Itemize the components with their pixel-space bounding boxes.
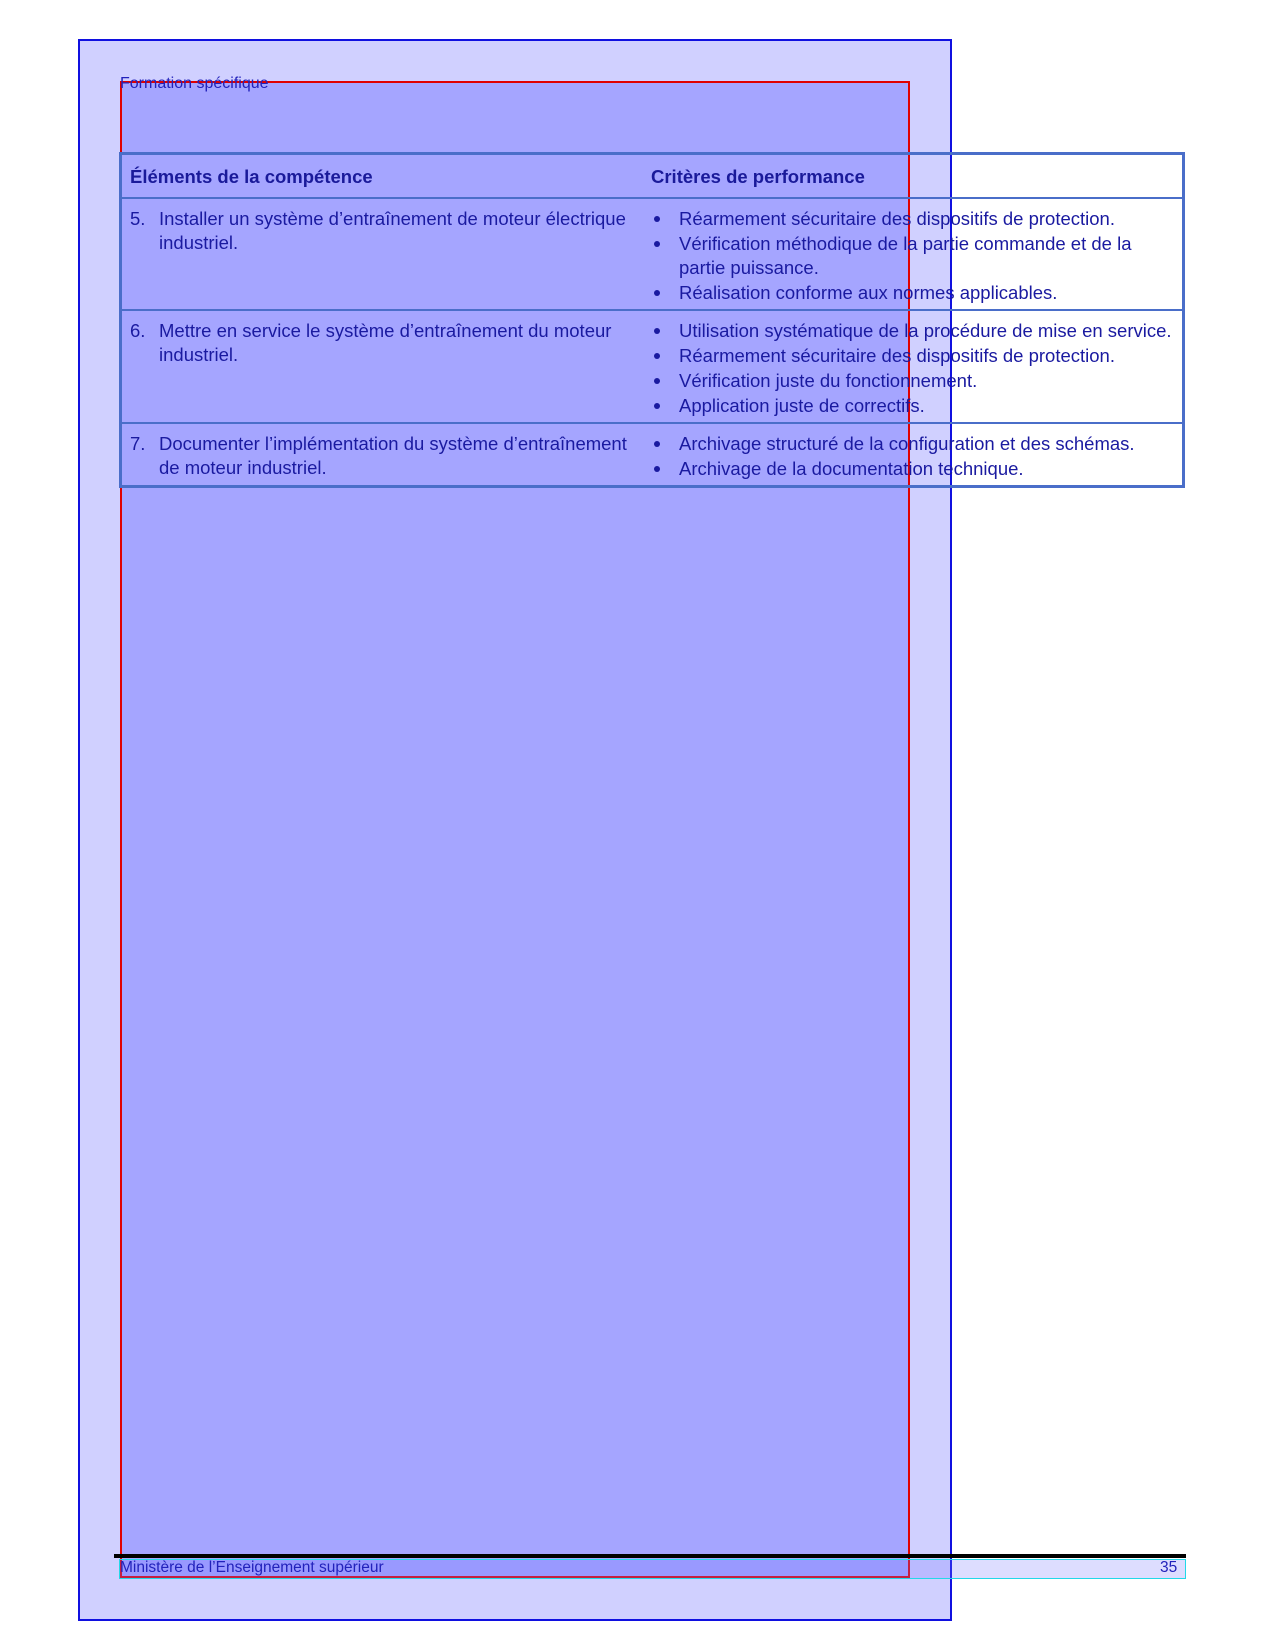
list-item — [651, 344, 1174, 368]
criteria-cell — [643, 198, 1184, 310]
criterion-text: Archivage structuré de la configuration et des schémas. — [679, 433, 1135, 454]
criterion-text: Archivage de la documentation technique. — [679, 458, 1024, 479]
element-text: Installer un système d’entraînement de moteur électrique industriel. — [159, 208, 626, 253]
criterion-text: Réarmement sécuritaire des dispositifs de protection. — [679, 345, 1115, 366]
footer-ministry: Ministère de l’Enseignement supérieur — [120, 1559, 384, 1576]
element-text: Mettre en service le système d’entraînement du moteur industriel. — [159, 320, 612, 365]
competence-table — [119, 152, 1185, 488]
column-header-criteria: Critères de performance — [643, 154, 1184, 199]
bullet-icon — [651, 319, 679, 343]
list-item — [651, 457, 1174, 481]
criterion-text: Réalisation conforme aux normes applicables. — [679, 282, 1058, 303]
table-row — [121, 198, 1184, 310]
bullet-icon — [651, 207, 679, 231]
table-header-row — [121, 154, 1184, 199]
criterion-text: Vérification juste du fonctionnement. — [679, 370, 978, 391]
column-header-elements: Éléments de la compétence — [121, 154, 644, 199]
element-text: Documenter l’implémentation du système d’entraînement de moteur industriel. — [159, 433, 627, 478]
list-item — [651, 319, 1174, 343]
criterion-text: Vérification méthodique de la partie commande et de la partie puissance. — [679, 233, 1132, 278]
list-item — [651, 394, 1174, 418]
list-item — [651, 207, 1174, 231]
list-item — [651, 281, 1174, 305]
criteria-list — [651, 319, 1174, 418]
element-cell — [121, 423, 644, 487]
bullet-icon — [651, 232, 679, 280]
page-number: 35 — [1160, 1559, 1178, 1576]
criteria-list — [651, 432, 1174, 481]
table-row — [121, 423, 1184, 487]
list-item — [651, 232, 1174, 280]
bullet-icon — [651, 394, 679, 418]
bullet-icon — [651, 457, 679, 481]
list-item — [651, 432, 1174, 456]
element-number: 7. — [130, 433, 146, 454]
element-number: 5. — [130, 208, 146, 229]
criterion-text: Réarmement sécuritaire des dispositifs de protection. — [679, 208, 1115, 229]
bullet-icon — [651, 281, 679, 305]
bullet-icon — [651, 369, 679, 393]
table-row — [121, 310, 1184, 423]
element-number: 6. — [130, 320, 146, 341]
criteria-cell — [643, 423, 1184, 487]
bullet-icon — [651, 344, 679, 368]
element-cell — [121, 310, 644, 423]
criterion-text: Application juste de correctifs. — [679, 395, 925, 416]
list-item — [651, 369, 1174, 393]
criteria-list — [651, 207, 1174, 305]
footer-divider — [114, 1554, 1186, 1558]
bullet-icon — [651, 432, 679, 456]
section-header: Formation spécifique — [120, 75, 269, 92]
criterion-text: Utilisation systématique de la procédure de mise en service. — [679, 320, 1172, 341]
criteria-cell — [643, 310, 1184, 423]
element-cell — [121, 198, 644, 310]
